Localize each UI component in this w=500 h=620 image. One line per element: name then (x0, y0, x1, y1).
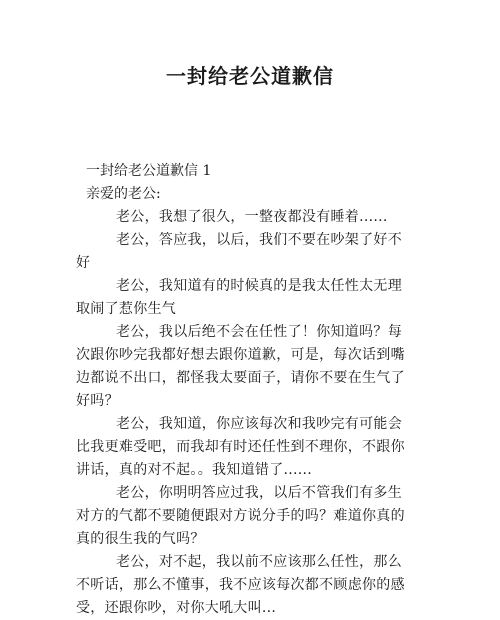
paragraph: 老公，我知道，你应该每次和我吵完有可能会比我更难受吧，而我却有时还任性到不理你，不跟你讲话，真的对不起。。我知道错了...... (76, 416, 405, 478)
document-title: 一封给老公道歉信 (166, 64, 334, 88)
paragraph: 老公，答应我，以后，我们不要在吵架了好不好 (76, 232, 402, 271)
letter-subtitle: 一封给老公道歉信 1 (86, 163, 212, 179)
paragraph: 老公，我知道有的时候真的是我太任性太无理取闹了惹你生气 (76, 278, 402, 317)
paragraph: 老公，对不起，我以前不应该那么任性，那么不听话，那么不懂事，我不应该每次都不顾虑你的感受，还跟你吵，对你大吼大叫... (76, 554, 405, 616)
letter-body (76, 160, 416, 620)
paragraph: 老公，你明明答应过我，以后不管我们有多生对方的气都不要随便跟对方说分手的吗？难道你真的真的很生我的气吗？ (76, 485, 405, 547)
paragraph: 老公，我以后绝不会在任性了！你知道吗？每次跟你吵完我都好想去跟你道歉，可是，每次话到嘴边都说不出口，都怪我太要面子，请你不要在生气了好吗？ (76, 324, 405, 409)
paragraph: 老公，我想了很久，一整夜都没有睡着...... (116, 209, 388, 225)
letter-salutation: 亲爱的老公: (86, 186, 161, 202)
